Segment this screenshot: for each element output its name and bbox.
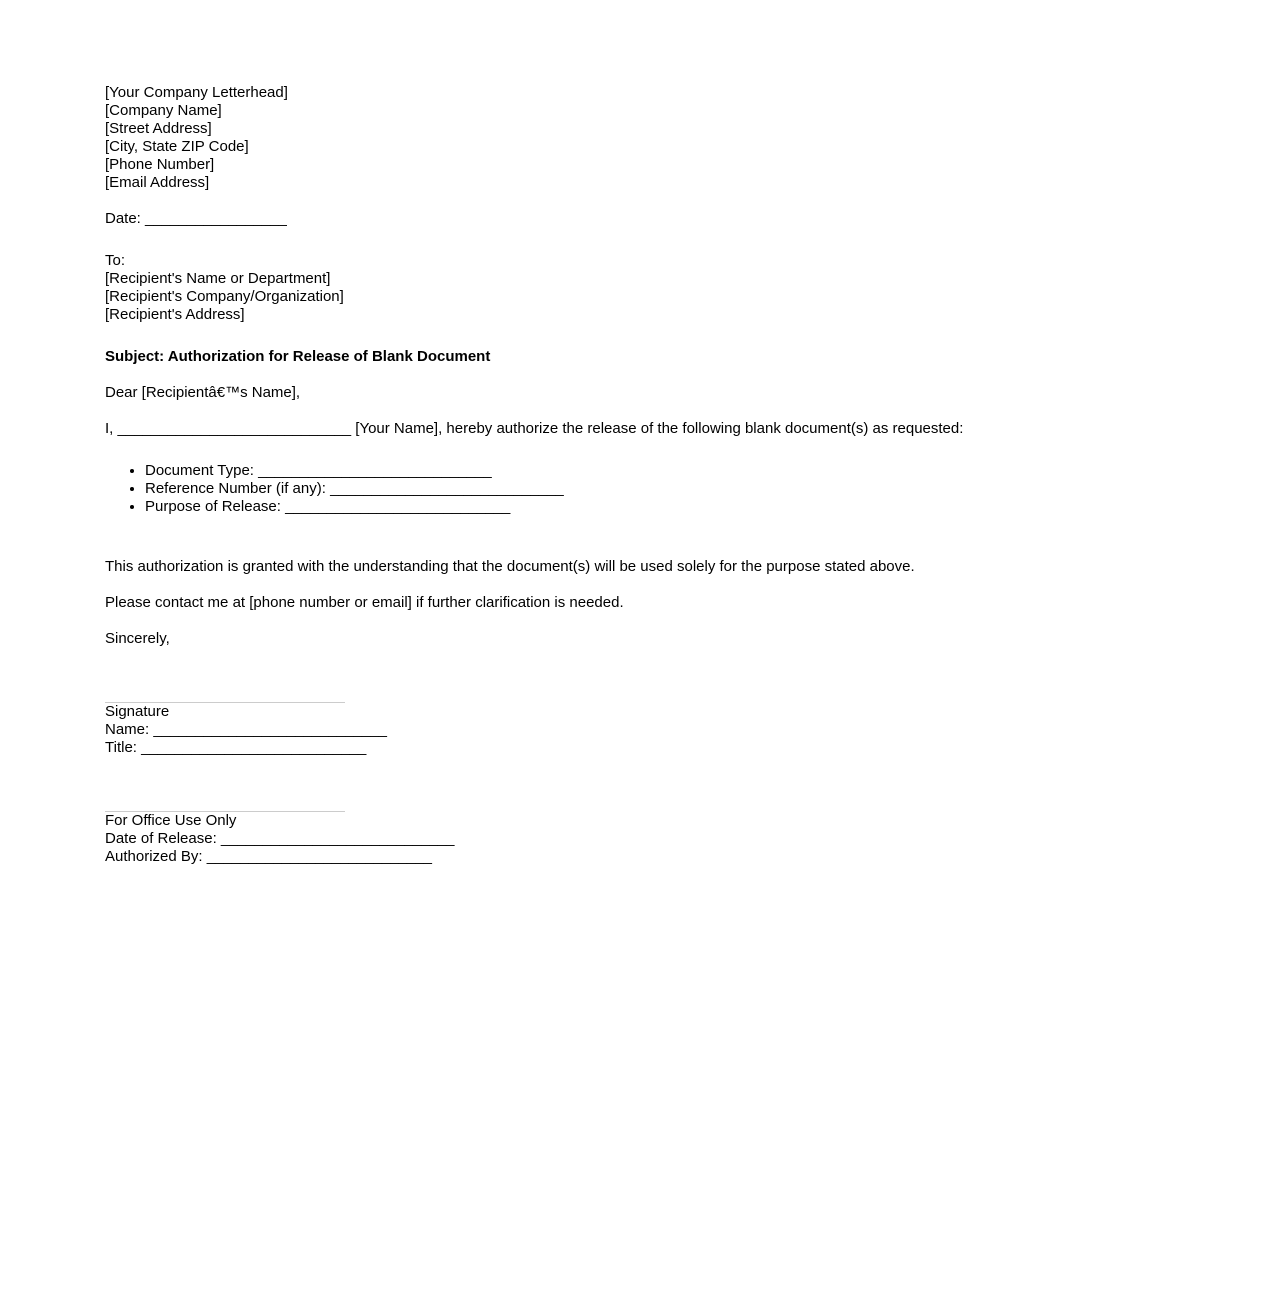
signature-name-blank[interactable]: ____________________________ <box>153 721 387 738</box>
paragraph-contact: Please contact me at [phone number or email] if further clarification is needed. <box>105 594 624 611</box>
office-use-heading: For Office Use Only <box>105 812 237 829</box>
spacer <box>105 324 1105 348</box>
reference-number-label: Reference Number (if any): <box>145 480 331 497</box>
office-use-block <box>105 812 1105 866</box>
letter-body <box>105 84 1105 866</box>
letterhead-line-2: [Company Name] <box>105 102 222 119</box>
spacer <box>105 192 1105 210</box>
recipient-name-line: [Recipient's Name or Department] <box>105 270 331 287</box>
date-line <box>105 210 1105 228</box>
closing-line: Sincerely, <box>105 630 170 647</box>
signature-title-label: Title: <box>105 739 142 756</box>
letterhead-line-3: [Street Address] <box>105 120 212 137</box>
spacer <box>105 576 1105 594</box>
authorized-by-blank[interactable]: ___________________________ <box>206 848 432 865</box>
recipient-company-line: [Recipient's Company/Organization] <box>105 288 344 305</box>
letterhead-block <box>105 84 1105 192</box>
spacer <box>105 540 1105 558</box>
recipient-to-label: To: <box>105 252 126 269</box>
document-type-blank[interactable]: ____________________________ <box>258 462 492 479</box>
signature-label: Signature <box>105 703 170 720</box>
date-label: Date: <box>105 210 146 227</box>
signature-block <box>105 703 1105 757</box>
signature-space <box>105 648 1105 702</box>
spacer <box>105 366 1105 384</box>
document-fields-list <box>105 462 1105 516</box>
document-type-label: Document Type: <box>145 462 259 479</box>
date-of-release-label: Date of Release: <box>105 830 221 847</box>
recipient-block <box>105 252 1105 324</box>
reference-number-blank[interactable]: ____________________________ <box>330 480 564 497</box>
authorization-suffix: [Your Name], hereby authorize the release of the following blank document(s) as requested: <box>351 420 964 437</box>
authorized-by-label: Authorized By: <box>105 848 207 865</box>
spacer <box>105 612 1105 630</box>
spacer <box>105 402 1105 420</box>
authorization-statement <box>105 420 1105 438</box>
signature-name-line <box>105 721 1105 739</box>
letterhead-line-1: [Your Company Letterhead] <box>105 84 288 101</box>
date-of-release-blank[interactable]: ____________________________ <box>220 830 455 847</box>
purpose-of-release-label: Purpose of Release: <box>145 498 286 515</box>
signature-title-blank[interactable]: ___________________________ <box>141 739 367 756</box>
signature-title-line <box>105 739 1105 757</box>
office-space <box>105 757 1105 811</box>
list-item-purpose-of-release <box>145 498 1105 516</box>
paragraph-understanding: This authorization is granted with the understanding that the document(s) will be used solely for the purpose stated above. <box>105 558 915 575</box>
spacer <box>105 516 1105 540</box>
letterhead-line-6: [Email Address] <box>105 174 210 191</box>
spacer <box>105 438 1105 462</box>
salutation: Dear [Recipientâ€™s Name], <box>105 384 301 401</box>
spacer <box>105 228 1105 252</box>
recipient-address-line: [Recipient's Address] <box>105 306 245 323</box>
authorized-by-line <box>105 848 1105 866</box>
letterhead-line-4: [City, State ZIP Code] <box>105 138 249 155</box>
authorization-prefix: I, <box>105 420 118 437</box>
list-item-document-type <box>145 462 1105 480</box>
list-item-reference-number <box>145 480 1105 498</box>
purpose-of-release-blank[interactable]: ___________________________ <box>285 498 511 515</box>
your-name-blank[interactable]: ____________________________ <box>117 420 352 437</box>
date-blank[interactable]: _________________ <box>145 210 287 227</box>
signature-name-label: Name: <box>105 721 154 738</box>
subject-line: Subject: Authorization for Release of Blank Document <box>105 348 491 365</box>
letterhead-line-5: [Phone Number] <box>105 156 215 173</box>
date-of-release-line <box>105 830 1105 848</box>
